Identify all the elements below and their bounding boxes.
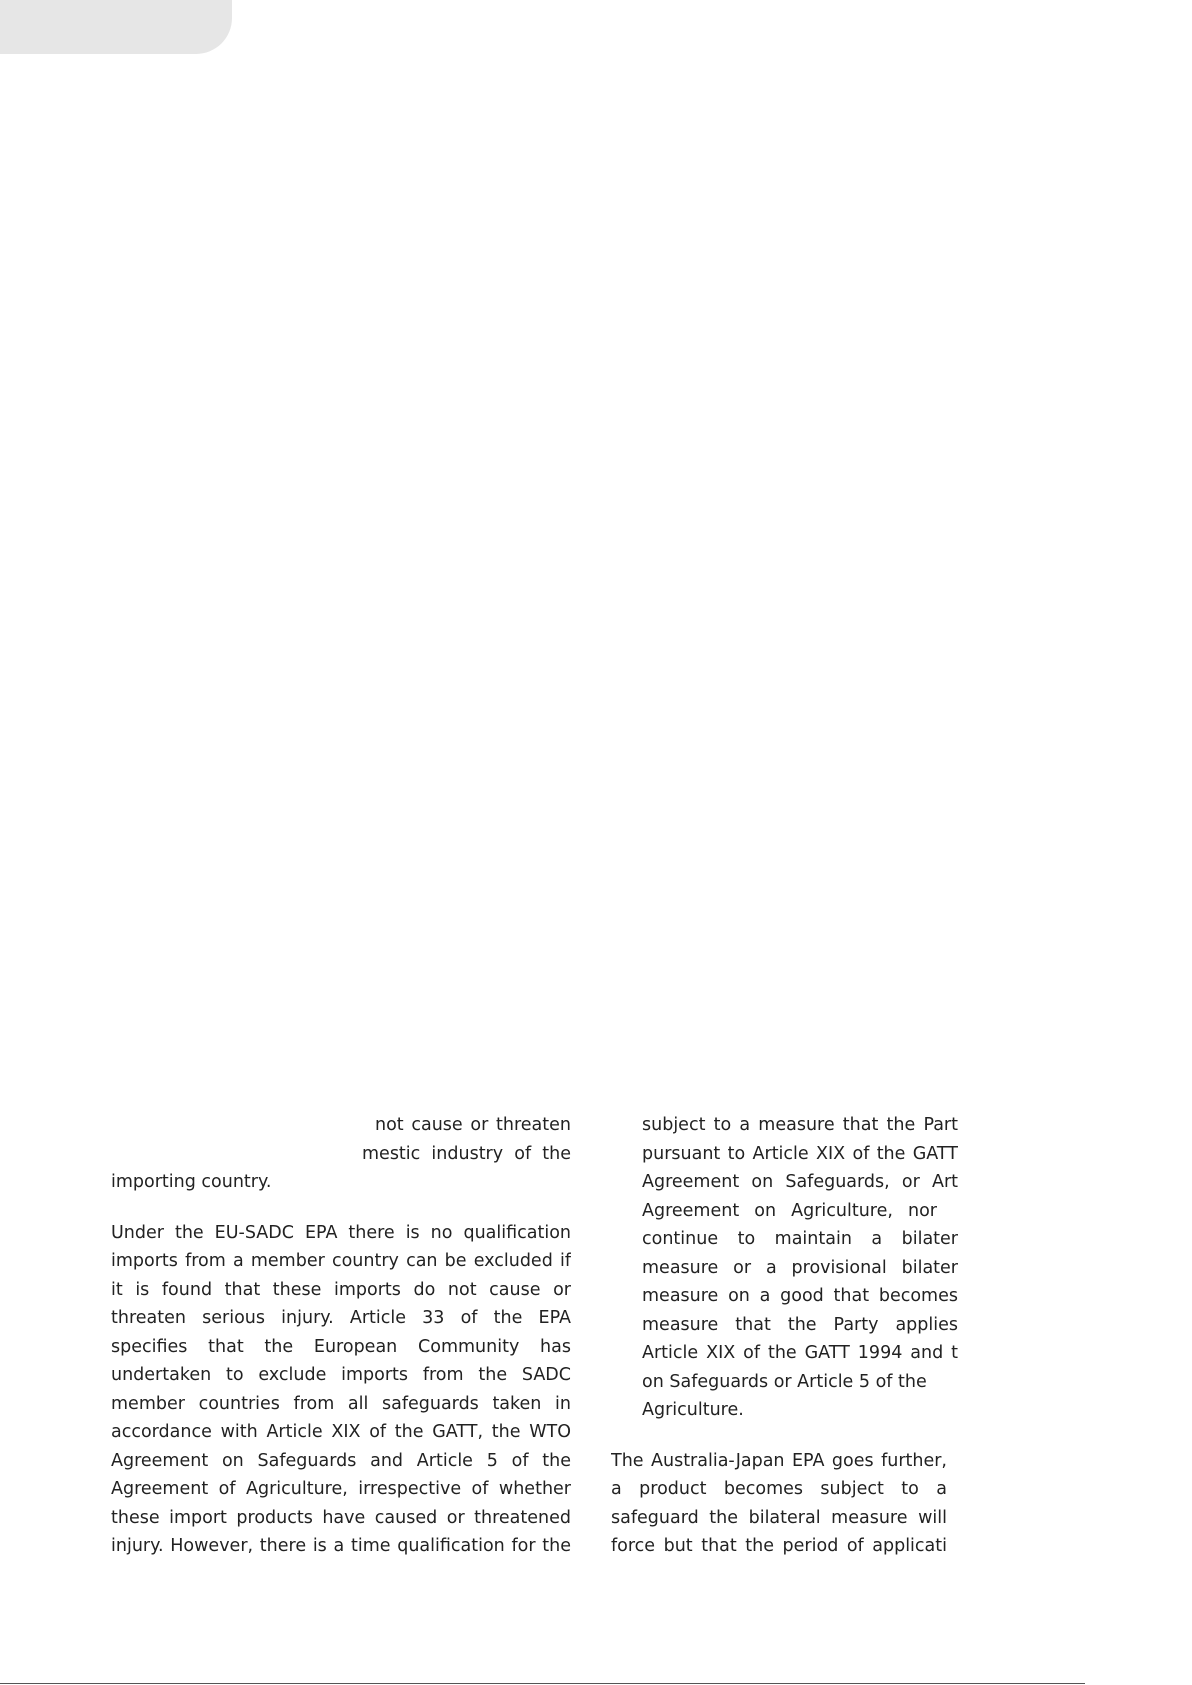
text-line: accordance with Article XIX of the GATT, the WTO [111,1422,571,1442]
fragment-paragraph [111,1111,571,1197]
text-line: a product becomes subject to a [611,1479,947,1499]
text-line: mestic industry of the [362,1143,571,1164]
header-tab [0,0,232,54]
text-line: threaten serious injury. Article 33 of the EPA [111,1308,571,1328]
right-column [611,1111,956,1561]
text-line: subject to a measure that the Part [642,1115,958,1135]
text-line: measure or a provisional bilater [642,1257,958,1278]
text-line: it is found that these imports do not cause or [111,1279,571,1300]
text-line: these import products have caused or threatened [111,1507,571,1528]
left-column [111,1111,571,1561]
text-line: Agreement on Safeguards and Article 5 of the [111,1450,571,1471]
text-line: continue to maintain a bilater [642,1229,958,1249]
body-paragraph [111,1219,571,1561]
text-line: force but that the period of applicati [611,1536,947,1556]
text-line: measure that the Party applies [642,1314,958,1335]
text-line: imports from a member country can be excluded if [111,1251,571,1271]
block-quote [611,1111,956,1425]
body-paragraph [611,1447,956,1561]
text-line: undertaken to exclude imports from the SADC [111,1365,571,1385]
text-line: specifies that the European Community has [111,1336,571,1357]
text-line: safeguard the bilateral measure will [611,1507,947,1528]
text-line: Agreement on Safeguards, or Art [642,1172,958,1192]
text-line: importing country. [111,1172,272,1192]
text-line: Under the EU-SADC EPA there is no qualification [111,1222,571,1243]
text-line: Agreement on Agriculture, nor [642,1200,937,1221]
text-line: on Safeguards or Article 5 of the [642,1371,927,1392]
text-line: Agreement of Agriculture, irrespective of whether [111,1479,571,1499]
text-line: Agriculture. [642,1400,744,1420]
text-line: The Australia-Japan EPA goes further, [611,1450,947,1471]
text-line: not cause or threaten [375,1115,571,1135]
text-line: measure on a good that becomes [642,1286,958,1306]
text-line: pursuant to Article XIX of the GATT [642,1143,958,1164]
text-line: Article XIX of the GATT 1994 and t [642,1343,958,1363]
text-line: member countries from all safeguards taken in [111,1393,571,1414]
footer-rule [0,1683,1085,1684]
text-line: injury. However, there is a time qualification for the [111,1536,571,1556]
